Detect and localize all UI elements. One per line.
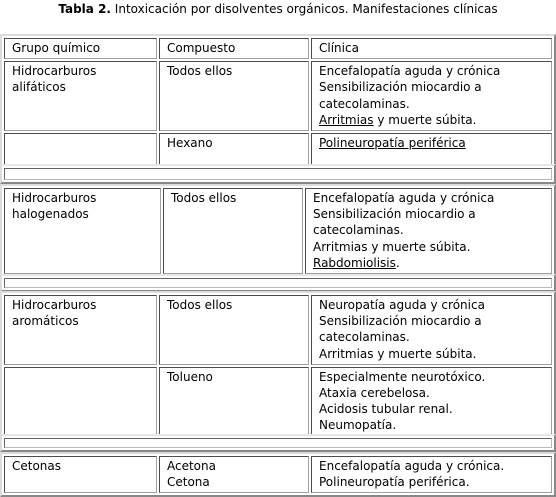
clinic-cell — [311, 295, 552, 365]
compound-cell — [159, 456, 309, 493]
compound-line: Cetona — [167, 475, 210, 490]
rabdomiolisis-link[interactable]: Rabdomiolisis — [313, 255, 396, 270]
clinic-text: . — [395, 255, 400, 270]
table-ketones — [0, 452, 556, 497]
clinic-line: Arritmias y muerte súbita. — [313, 239, 471, 254]
table-row — [4, 367, 552, 437]
clinic-line: catecolaminas. — [313, 223, 404, 238]
clinic-line: Encefalopatía aguda y crónica — [313, 191, 495, 205]
clinic-line — [319, 112, 544, 128]
table-row — [4, 188, 552, 274]
clinic-line: Polineuropatía periférica. — [319, 475, 470, 490]
section-separator — [0, 434, 556, 452]
clinic-line: Arritmias y muerte súbita. — [319, 346, 477, 361]
clinic-line: Sensibilización miocardio a — [313, 207, 476, 222]
clinic-text: y muerte súbita. — [373, 112, 477, 127]
compound-cell: Hexano — [159, 133, 309, 169]
group-cell — [4, 188, 161, 274]
clinic-line: Sensibilización miocardio a — [319, 80, 482, 95]
clinic-line: Encefalopatía aguda y crónica — [319, 64, 501, 79]
table-row — [4, 295, 552, 365]
group-line: Hidrocarburos — [12, 191, 97, 205]
compound-cell: Todos ellos — [163, 188, 303, 274]
group-line: alifáticos — [12, 80, 66, 95]
clinic-line: catecolaminas. — [319, 330, 410, 345]
table-aliphatic — [0, 34, 556, 173]
clinic-line: Acidosis tubular renal. — [319, 402, 453, 417]
group-cell — [4, 295, 157, 365]
compound-line: Acetona — [167, 459, 216, 473]
table-caption — [0, 0, 556, 22]
group-line: Hidrocarburos — [12, 298, 97, 312]
section-separator — [0, 274, 556, 292]
group-line: halogenados — [12, 207, 89, 222]
caption-text: Intoxicación por disolventes orgánicos. Manifestaciones clínicas — [110, 2, 498, 16]
clinic-cell — [311, 367, 552, 437]
clinic-cell — [305, 188, 552, 274]
group-cell-empty — [4, 367, 157, 437]
header-row — [4, 38, 552, 59]
polineuropatia-link[interactable]: Polineuropatía periférica — [319, 136, 466, 151]
clinic-cell — [311, 456, 552, 493]
clinic-line: catecolaminas. — [319, 96, 410, 111]
compound-cell: Todos ellos — [159, 295, 309, 365]
clinic-line: Neuropatía aguda y crónica — [319, 298, 485, 312]
clinic-line: Especialmente neurotóxico. — [319, 369, 486, 384]
compound-cell: Tolueno — [159, 367, 309, 437]
group-cell — [4, 61, 157, 131]
clinic-cell — [311, 61, 552, 131]
arritmias-link[interactable]: Arritmias — [319, 112, 374, 127]
section-separator — [0, 164, 556, 184]
table-halogenated — [0, 184, 556, 278]
compound-cell: Todos ellos — [159, 61, 309, 131]
group-cell: Cetonas — [4, 456, 157, 493]
header-compound: Compuesto — [159, 38, 309, 59]
table-aromatic — [0, 291, 556, 441]
group-line: aromáticos — [12, 314, 79, 329]
clinic-line — [313, 255, 544, 271]
clinic-line: Sensibilización miocardio a — [319, 314, 482, 329]
table-row — [4, 456, 552, 493]
caption-label: Tabla 2. — [58, 2, 111, 16]
header-group: Grupo químico — [4, 38, 157, 59]
table-row — [4, 61, 552, 131]
clinic-line: Ataxia cerebelosa. — [319, 386, 430, 401]
clinic-line: Encefalopatía aguda y crónica. — [319, 459, 505, 473]
clinic-line: Neumopatía. — [319, 418, 397, 433]
group-line: Hidrocarburos — [12, 64, 97, 79]
header-clinic: Clínica — [311, 38, 552, 59]
